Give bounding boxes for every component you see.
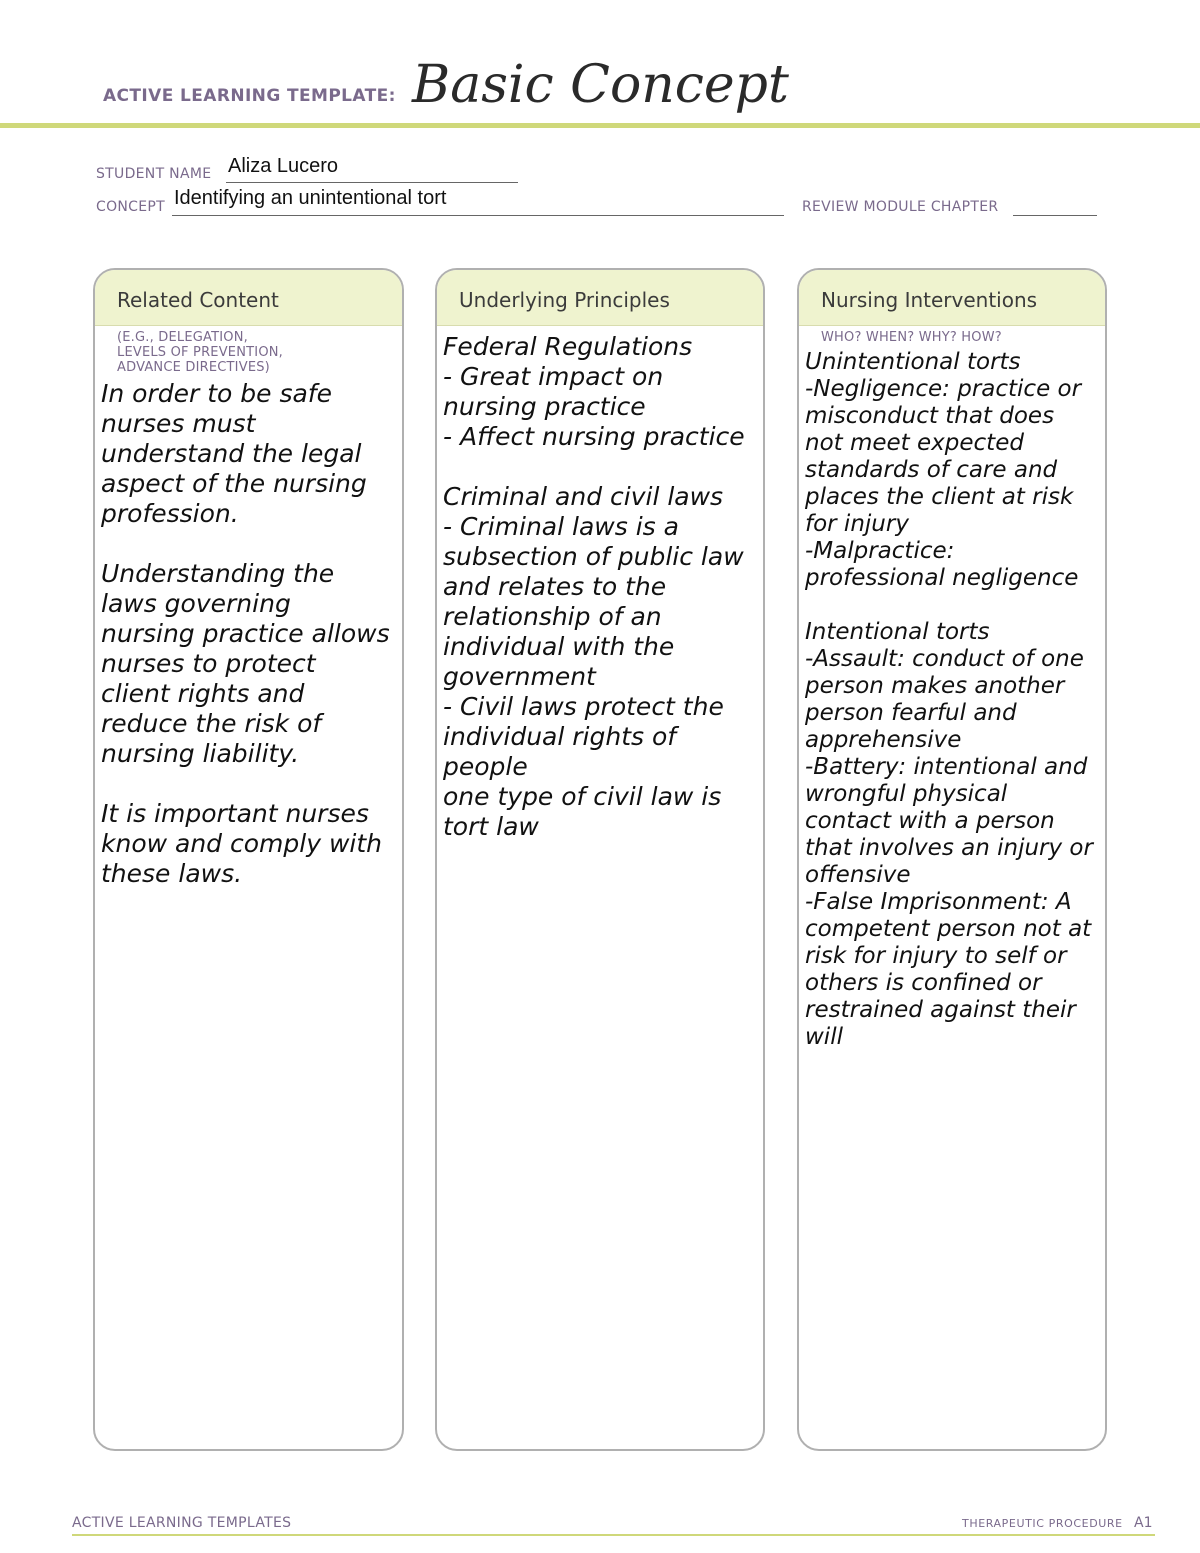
nursing-interventions-subtitle: WHO? WHEN? WHY? HOW? — [821, 330, 1002, 345]
student-name-line — [226, 182, 518, 183]
footer-right-label: THERAPEUTIC PROCEDURE — [962, 1517, 1123, 1530]
nursing-interventions-text[interactable]: Unintentional torts -Negligence: practice or misconduct that does not meet expected standards of care and places the client at risk for injury -Malpractice: professional negligence Intentional torts -Assault: conduct of one person makes another person fearful and apprehensive -Battery: intentional and wrongful physical contact with a person that involves an injury or offensive -False Imprisonment: A competent person not at risk for injury to self or others is confined or restrained against their will — [805, 349, 1093, 1050]
review-module-line[interactable] — [1013, 215, 1097, 216]
underlying-principles-box — [435, 268, 765, 1451]
footer-left-label: ACTIVE LEARNING TEMPLATES — [72, 1515, 292, 1531]
concept-label: CONCEPT — [96, 199, 165, 215]
related-content-box — [93, 268, 404, 1451]
nursing-interventions-box — [797, 268, 1107, 1451]
underlying-principles-text[interactable]: Federal Regulations - Great impact on nursing practice - Affect nursing practice Criminal and civil laws - Criminal laws is a subsection of public law and relates to the relationship of an individual with the government - Civil laws protect the individual rights of people one type of civil law is tort law — [443, 332, 745, 841]
footer-divider — [72, 1534, 1155, 1536]
template-label: ACTIVE LEARNING TEMPLATE: — [103, 86, 396, 106]
related-content-title: Related Content — [95, 270, 402, 326]
concept-value[interactable]: Identifying an unintentional tort — [174, 187, 447, 209]
concept-line — [172, 215, 784, 216]
underlying-principles-title: Underlying Principles — [437, 270, 763, 326]
review-module-label: REVIEW MODULE CHAPTER — [802, 199, 999, 215]
template-title: Basic Concept — [412, 55, 789, 115]
student-name-label: STUDENT NAME — [96, 166, 212, 182]
nursing-interventions-title: Nursing Interventions — [799, 270, 1105, 326]
related-content-text[interactable]: In order to be safe nurses must understand the legal aspect of the nursing profession. Understanding the laws governing nursing practice allows nurses to protect client rights and reduce the risk of nursing liability. It is important nurses know and comply with these laws. — [101, 379, 390, 888]
student-name-value[interactable]: Aliza Lucero — [228, 155, 339, 177]
related-content-subtitle: (E.G., DELEGATION, LEVELS OF PREVENTION, ADVANCE DIRECTIVES) — [117, 330, 284, 375]
footer-code: A1 — [1134, 1515, 1153, 1531]
header-divider — [0, 123, 1200, 128]
